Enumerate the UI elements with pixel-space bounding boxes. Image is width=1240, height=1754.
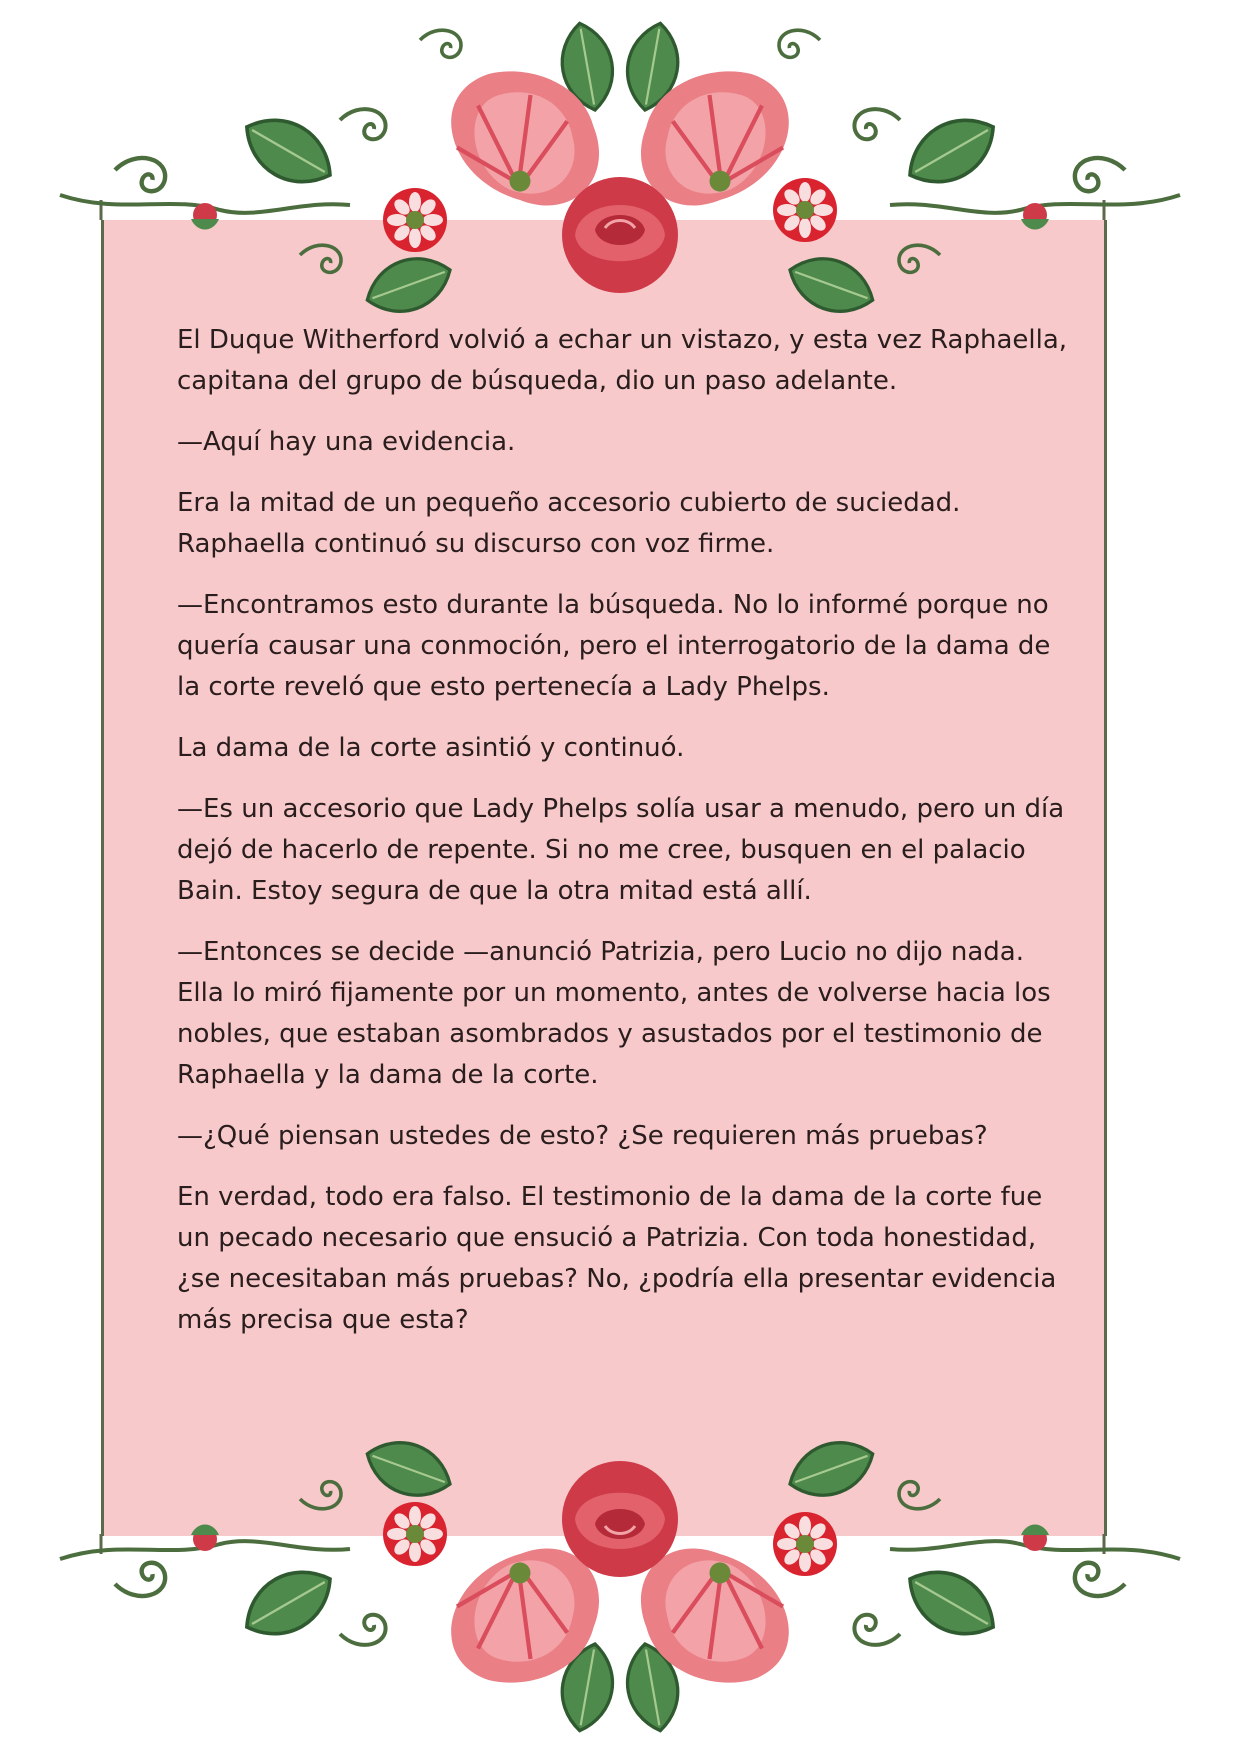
paragraph: —Aquí hay una evidencia.: [177, 427, 516, 457]
paragraph: —Entonces se decide —anunció Patrizia, pero Lucio no dijo nada. Ella lo miró fijamente por un momento, antes de volverse hacia los nobles, que estaban asombrados y asustados por el testimonio de Raphaella y la dama de la corte.: [177, 937, 1051, 1090]
story-text: [177, 320, 1077, 1361]
paragraph: El Duque Witherford volvió a echar un vistazo, y esta vez Raphaella, capitana del grupo de búsqueda, dio un paso adelante.: [177, 325, 1068, 396]
floral-ornament-bottom: [0, 1424, 1240, 1754]
paragraph: La dama de la corte asintió y continuó.: [177, 733, 685, 763]
floral-ornament-top: [0, 0, 1240, 330]
paragraph: Era la mitad de un pequeño accesorio cubierto de suciedad. Raphaella continuó su discurso con voz firme.: [177, 488, 961, 559]
paragraph: En verdad, todo era falso. El testimonio de la dama de la corte fue un pecado necesario que ensució a Patrizia. Con toda honestidad, ¿se necesitaban más pruebas? No, ¿podría ella presentar evidencia más precisa que esta?: [177, 1182, 1057, 1335]
paragraph: —Encontramos esto durante la búsqueda. No lo informé porque no quería causar una conmoción, pero el interrogatorio de la dama de la corte reveló que esto pertenecía a Lady Phelps.: [177, 590, 1051, 702]
paragraph: —Es un accesorio que Lady Phelps solía usar a menudo, pero un día dejó de hacerlo de repente. Si no me cree, busquen en el palacio Bain. Estoy segura de que la otra mitad está allí.: [177, 794, 1065, 906]
paragraph: —¿Qué piensan ustedes de esto? ¿Se requieren más pruebas?: [177, 1121, 988, 1151]
